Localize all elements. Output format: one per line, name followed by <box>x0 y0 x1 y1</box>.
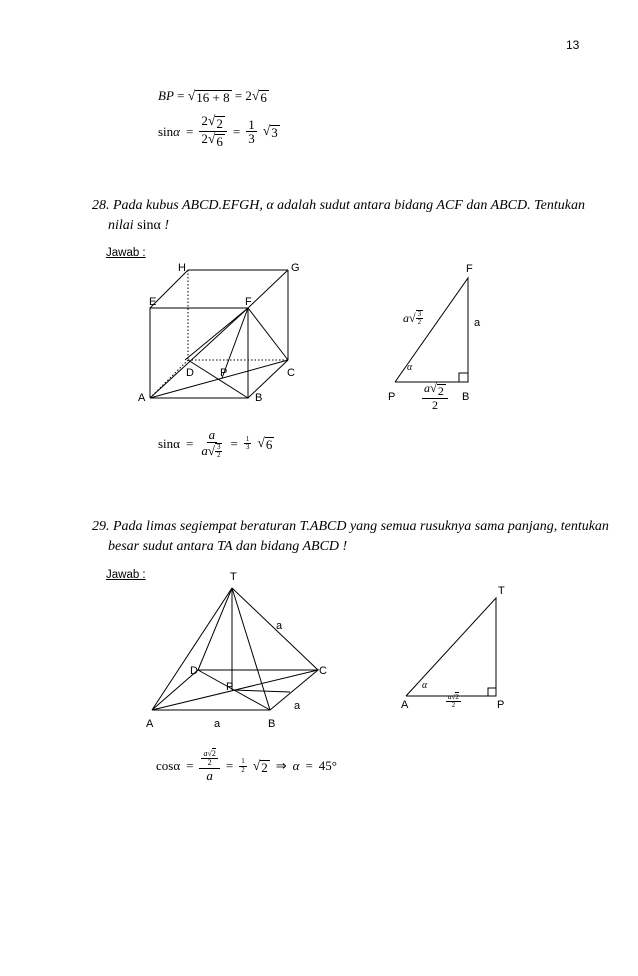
label-g: G <box>291 262 300 274</box>
base-label-fpb: a √ 2 2 <box>422 382 448 412</box>
cube-figure <box>130 258 310 408</box>
question-29-text: 29. Pada limas segiempat beraturan T.ABCD yang semua rusuknya sama panjang, tentukan besar sudut antara TA dan bidang ABCD ! <box>92 519 609 554</box>
pyr-label-t: T <box>230 571 237 583</box>
triangle-fpb <box>390 270 480 390</box>
pyr-label-a: A <box>146 718 154 730</box>
pyr-label-b: B <box>268 718 276 730</box>
pyr-label-a-base: a <box>214 718 221 730</box>
label-e: E <box>149 296 157 308</box>
diagonal-bd <box>188 360 248 398</box>
bp-lhs: BP <box>158 88 174 103</box>
jawab-label-28: Jawab : <box>106 247 146 259</box>
label-h: H <box>178 262 186 274</box>
cos-solution-29: cosα = $\frac{a√2}{2}$ a = $\frac{1}{2}$ √ 2 ⇒ α = 45° <box>156 749 337 783</box>
bp-radical: √ 16 + 8 <box>187 88 230 105</box>
tri2-label-p: P <box>497 699 505 711</box>
tri-angle-alpha: α <box>407 362 413 373</box>
pyr-label-a-side: a <box>294 700 301 712</box>
pyr-label-a-edge: a <box>276 620 283 632</box>
tri-label-a: a <box>474 317 481 329</box>
label-f: F <box>245 296 252 308</box>
label-a: A <box>138 392 146 404</box>
bp-equation: BP = √ 16 + 8 = 2 √ 6 <box>158 88 267 105</box>
question-28-text: 28. Pada kubus ABCD.EFGH, α adalah sudut antara bidang ACF dan ABCD. Tentukan nilai sinα ! <box>92 198 585 233</box>
fraction-prev: 2 √ 2 2 √ 6 <box>199 114 227 150</box>
pyr-label-d: D <box>190 665 198 677</box>
sin-solution-28: sinα = a a √ 3 2 = $\frac{1}{3}$ √ 6 <box>158 427 273 459</box>
fraction-result-prev: $\frac{1}{3}$ <box>248 116 255 147</box>
tri-label-p: P <box>388 391 396 403</box>
tri2-angle-alpha: α <box>422 680 428 691</box>
sin-equation-prev: sinα = 2 √ 2 2 √ 6 = $\frac{1}{3}$ √ 3 <box>158 113 278 150</box>
jawab-label-29: Jawab : <box>106 569 146 581</box>
tri-label-f: F <box>466 263 473 275</box>
pyr-label-c: C <box>319 665 327 677</box>
triangle-tap <box>400 592 500 702</box>
label-c: C <box>287 367 295 379</box>
page-number: 13 <box>566 38 580 52</box>
tri2-label-t: T <box>498 585 505 597</box>
pyramid-figure <box>140 580 330 720</box>
base-label-tap: $\frac{a√2}{2}$ <box>448 693 459 710</box>
label-d: D <box>186 367 194 379</box>
label-p: P <box>220 367 228 379</box>
tri2-label-a: A <box>401 699 409 711</box>
hypotenuse-label: a √ 3 2 <box>403 310 422 327</box>
pyr-label-p: P <box>226 681 234 693</box>
label-b: B <box>255 392 263 404</box>
tri-label-b: B <box>462 391 470 403</box>
line-fc <box>248 308 288 360</box>
